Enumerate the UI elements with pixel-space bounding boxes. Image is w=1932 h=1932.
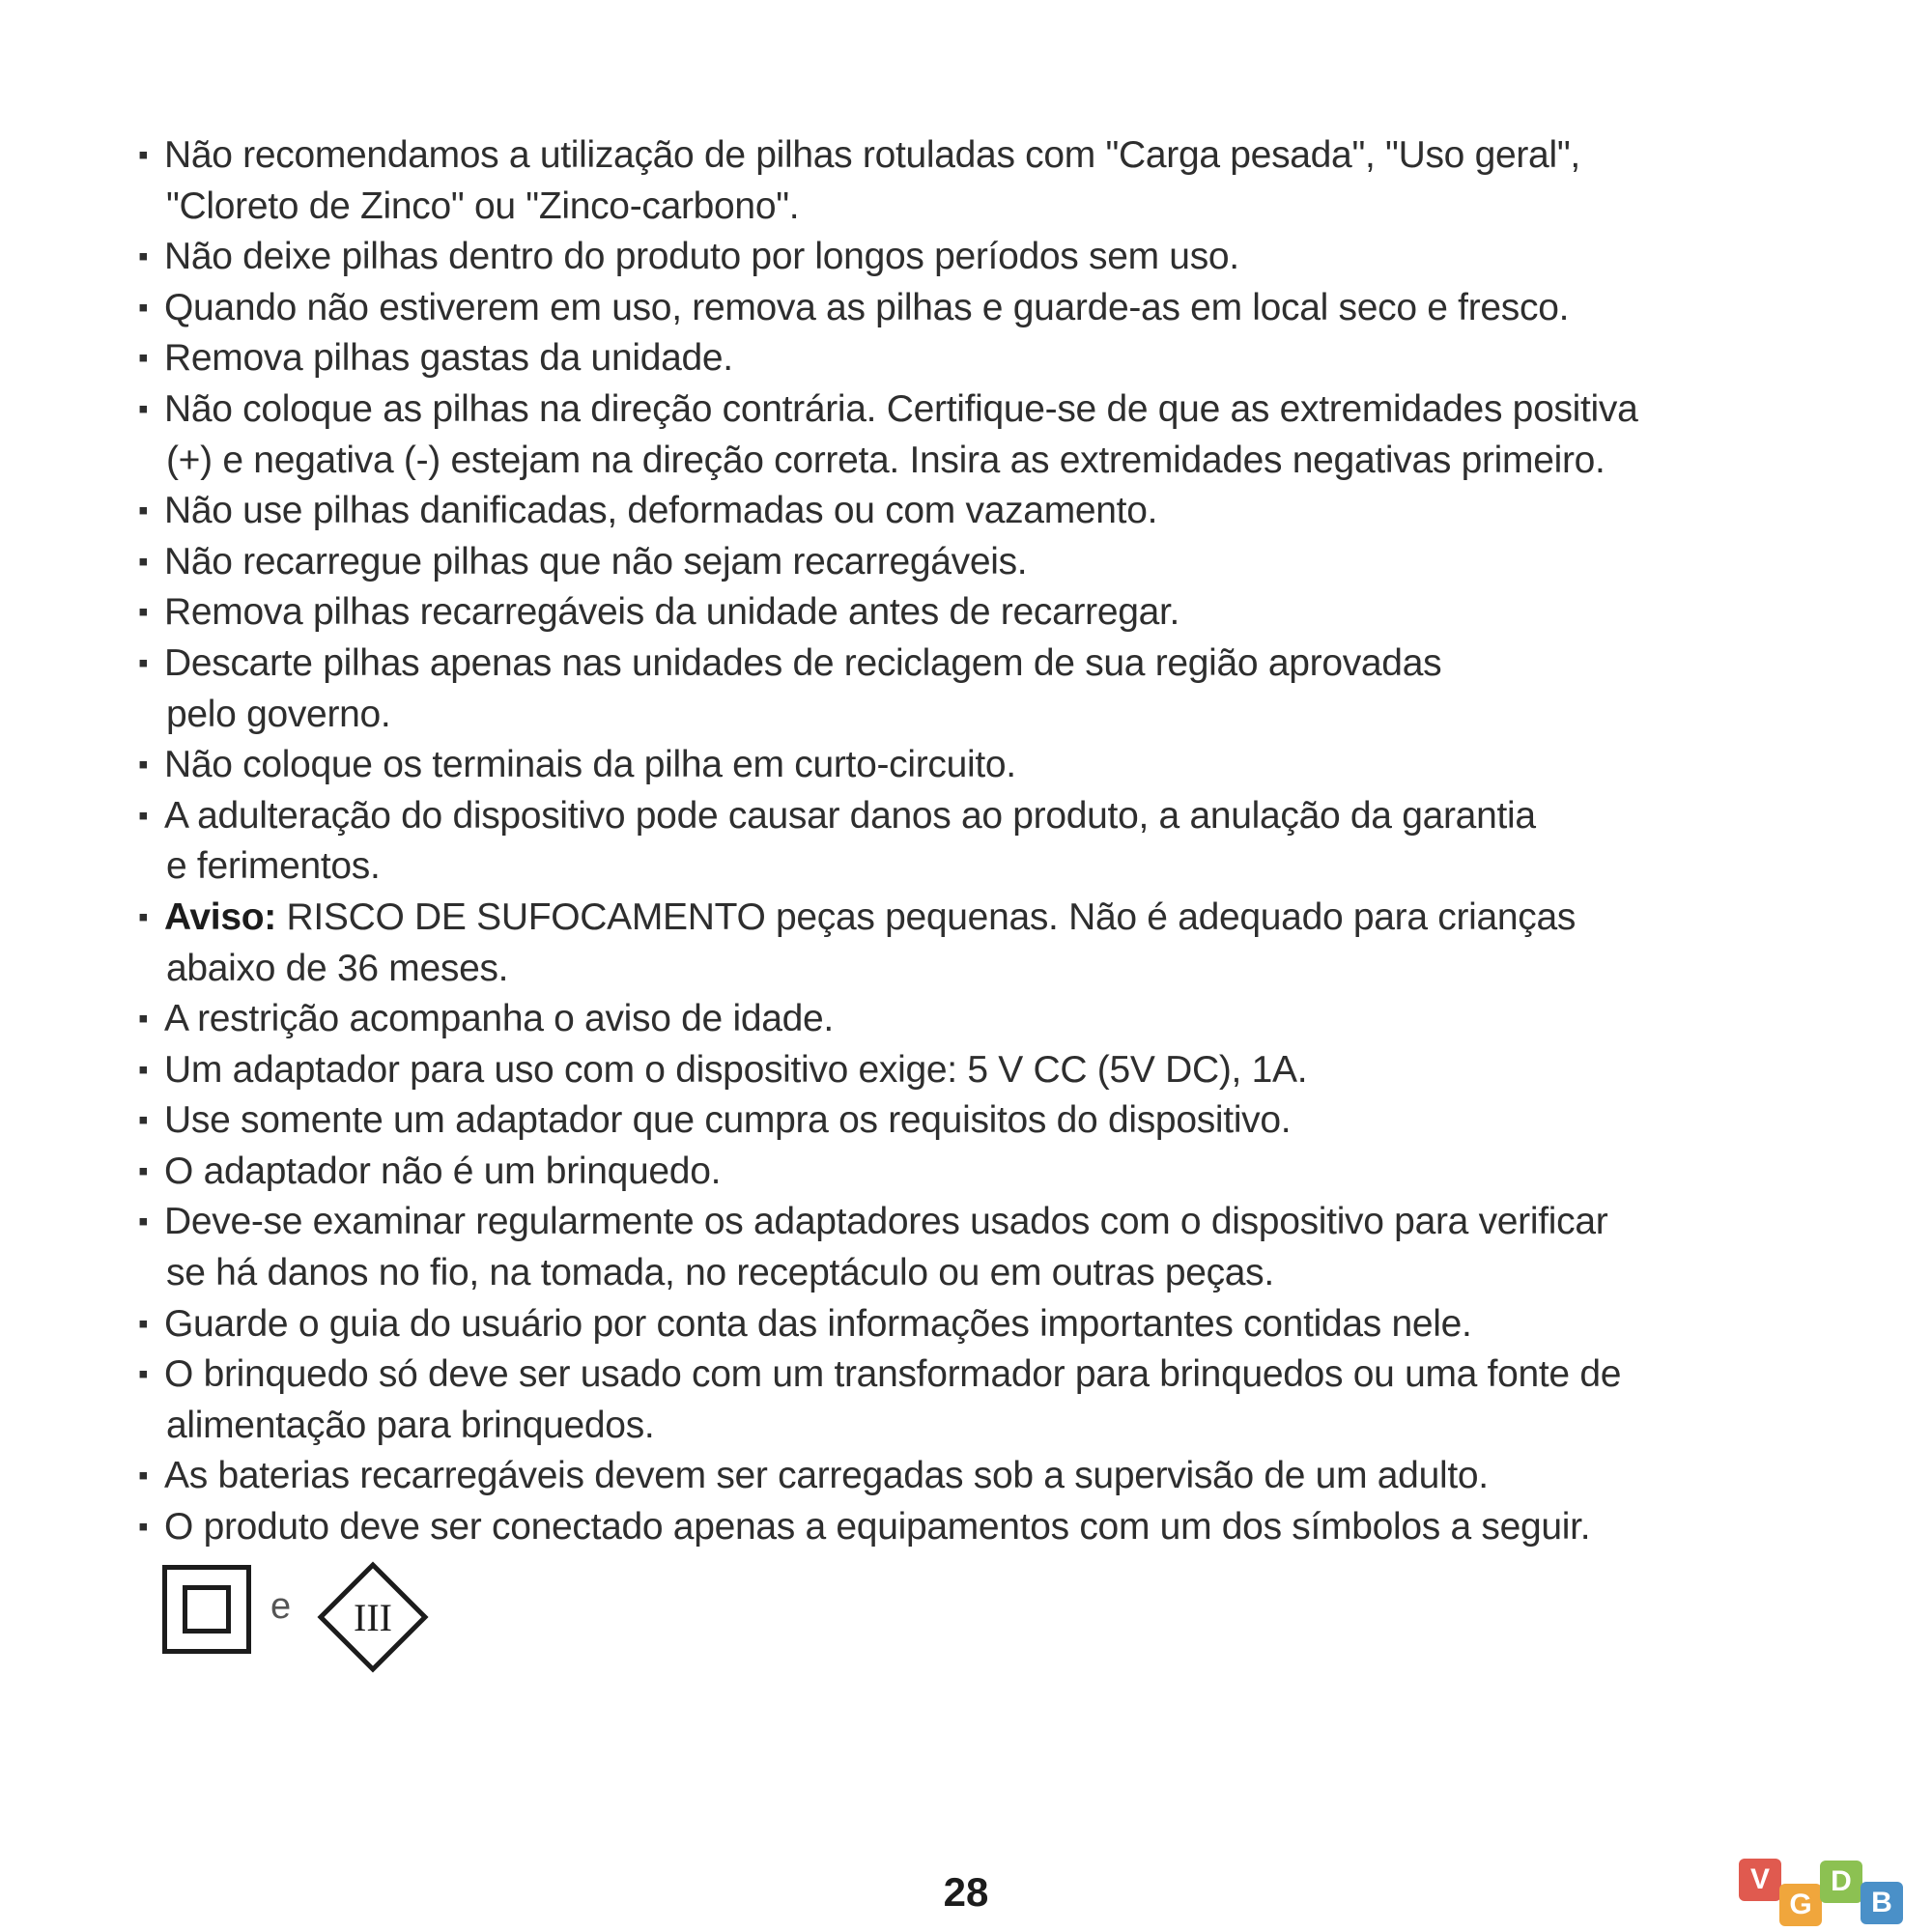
list-item <box>135 587 1806 639</box>
list-item-line: "Cloreto de Zinco" ou "Zinco-carbono". <box>166 185 800 227</box>
list-item-line: pelo governo. <box>166 693 391 735</box>
list-item <box>135 537 1806 588</box>
bullet-marker: ▪ <box>138 342 149 375</box>
list-item-line: Não use pilhas danificadas, deformadas ou com vazamento. <box>164 490 1158 532</box>
bullet-marker: ▪ <box>138 1053 149 1086</box>
bullet-marker: ▪ <box>138 900 149 933</box>
diamond-iii-icon <box>315 1559 431 1675</box>
bullet-marker: ▪ <box>138 1003 149 1036</box>
list-item <box>135 1095 1806 1147</box>
list-item <box>135 283 1806 334</box>
double-square-icon <box>162 1565 251 1654</box>
list-item <box>135 1451 1806 1502</box>
list-item-line: Deve-se examinar regularmente os adaptadores usados com o dispositivo para verificar <box>164 1201 1608 1243</box>
list-item <box>135 232 1806 283</box>
list-item-line: O brinquedo só deve ser usado com um transformador para brinquedos ou uma fonte de <box>164 1353 1622 1396</box>
list-item-line: O adaptador não é um brinquedo. <box>164 1150 722 1192</box>
logo-letter: V <box>1739 1859 1781 1901</box>
warning-label: Aviso: <box>164 895 276 938</box>
list-item-line: Um adaptador para uso com o dispositivo exige: 5 V CC (5V DC), 1A. <box>164 1048 1308 1091</box>
list-item-line: Quando não estiverem em uso, remova as pilhas e guarde-as em local seco e fresco. <box>164 286 1570 328</box>
bullet-marker: ▪ <box>138 291 149 324</box>
logo-letter: D <box>1820 1861 1862 1903</box>
list-item <box>135 486 1806 537</box>
bullet-marker: ▪ <box>138 545 149 578</box>
bullet-marker: ▪ <box>138 749 149 781</box>
list-item <box>135 994 1806 1045</box>
list-item-line: (+) e negativa (-) estejam na direção correta. Insira as extremidades negativas primeiro. <box>166 439 1605 481</box>
list-item <box>135 791 1806 893</box>
bullet-marker: ▪ <box>138 241 149 273</box>
list-item-line: A restrição acompanha o aviso de idade. <box>164 998 834 1040</box>
list-item-line: As baterias recarregáveis devem ser carregadas sob a supervisão de um adulto. <box>164 1455 1489 1497</box>
list-item <box>135 1350 1806 1451</box>
bullet-marker: ▪ <box>138 1154 149 1187</box>
safety-symbols <box>162 1565 452 1671</box>
list-item-line: Não coloque os terminais da pilha em curto-circuito. <box>164 744 1016 786</box>
list-item-line: Use somente um adaptador que cumpra os requisitos do dispositivo. <box>164 1099 1292 1142</box>
list-item <box>135 1502 1806 1553</box>
bullet-marker: ▪ <box>138 1104 149 1137</box>
list-item <box>135 1299 1806 1350</box>
list-item-line: Não deixe pilhas dentro do produto por longos períodos sem uso. <box>164 236 1239 278</box>
list-item <box>135 333 1806 384</box>
list-item-line: Remova pilhas gastas da unidade. <box>164 337 733 380</box>
list-item-line: e ferimentos. <box>166 845 381 888</box>
list-item-line: Descarte pilhas apenas nas unidades de reciclagem de sua região aprovadas <box>164 641 1442 684</box>
logo-letter: B <box>1861 1882 1903 1924</box>
bullet-marker: ▪ <box>138 799 149 832</box>
list-item <box>135 130 1806 232</box>
list-item <box>135 384 1806 486</box>
list-item-line <box>164 893 1806 944</box>
list-item <box>135 740 1806 791</box>
list-item-line: Guarde o guia do usuário por conta das informações importantes contidas nele. <box>164 1302 1472 1345</box>
list-item-line: Não coloque as pilhas na direção contrária. Certifique-se de que as extremidades positiva <box>164 387 1638 430</box>
bullet-marker: ▪ <box>138 139 149 171</box>
list-item-line: Não recarregue pilhas que não sejam recarregáveis. <box>164 540 1028 582</box>
list-item-line: A adulteração do dispositivo pode causar danos ao produto, a anulação da garantia <box>164 794 1536 837</box>
list-item <box>135 1197 1806 1298</box>
list-item-line: alimentação para brinquedos. <box>166 1404 655 1446</box>
list-item <box>135 1147 1806 1198</box>
list-item-line: se há danos no fio, na tomada, no receptáculo ou em outras peças. <box>166 1252 1274 1294</box>
logo-letter: G <box>1779 1884 1822 1926</box>
bullet-marker: ▪ <box>138 1206 149 1238</box>
symbols-connector: e <box>270 1586 292 1627</box>
bullet-marker: ▪ <box>138 596 149 629</box>
class-iii-label: III <box>354 1596 392 1639</box>
bullet-marker: ▪ <box>138 1358 149 1391</box>
list-item <box>135 1045 1806 1096</box>
list-item-line: Remova pilhas recarregáveis da unidade antes de recarregar. <box>164 591 1180 634</box>
bullet-marker: ▪ <box>138 495 149 527</box>
vgdb-logo <box>1739 1855 1932 1932</box>
list-item-line: Não recomendamos a utilização de pilhas rotuladas com "Carga pesada", "Uso geral", <box>164 134 1580 176</box>
safety-instructions-list <box>135 130 1806 1553</box>
page-number: 28 <box>943 1869 989 1915</box>
bullet-marker: ▪ <box>138 1460 149 1492</box>
bullet-marker: ▪ <box>138 646 149 679</box>
list-item-line: O produto deve ser conectado apenas a equipamentos com um dos símbolos a seguir. <box>164 1506 1591 1548</box>
bullet-marker: ▪ <box>138 1511 149 1544</box>
bullet-marker: ▪ <box>138 392 149 425</box>
bullet-marker: ▪ <box>138 1307 149 1340</box>
list-item <box>135 893 1806 994</box>
list-item <box>135 639 1806 740</box>
warning-text: RISCO DE SUFOCAMENTO peças pequenas. Não é adequado para crianças <box>275 895 1577 938</box>
list-item-line: abaixo de 36 meses. <box>166 947 509 989</box>
